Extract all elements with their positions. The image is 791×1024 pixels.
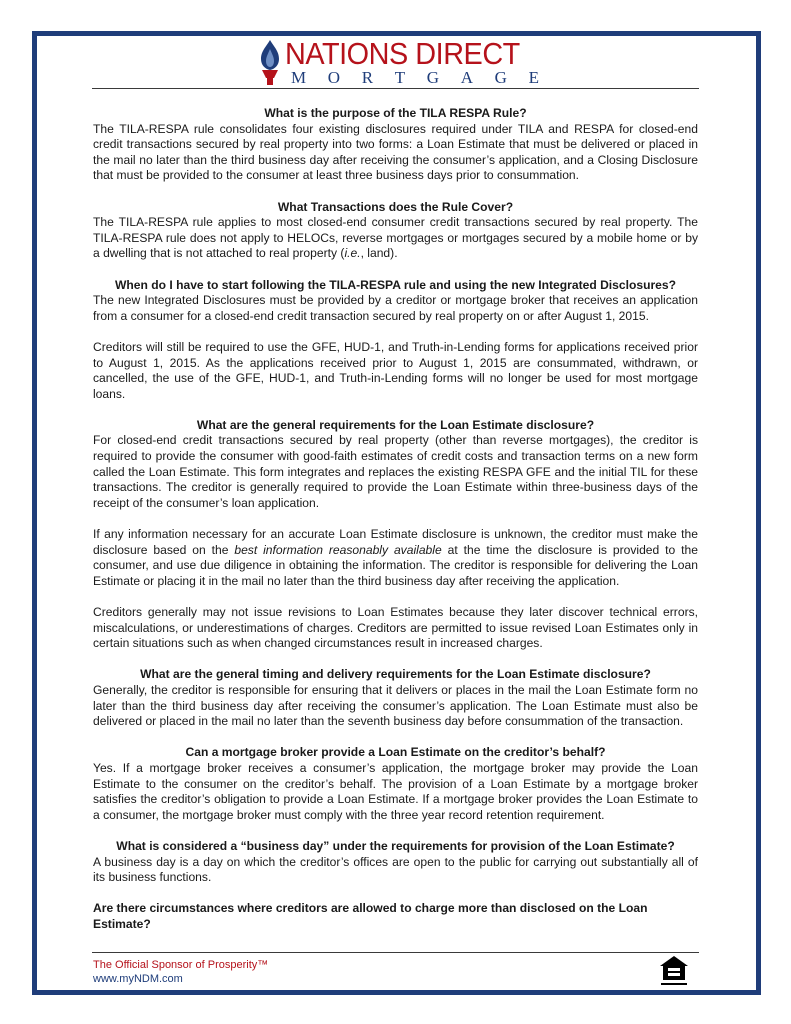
paragraph-text: The TILA-RESPA rule consolidates four existing disclosures required under TILA and RESPA for closed-end credit transactions secured by real property into two forms: a Loan Estimate that must be delivered or placed in the mail no later than the third business day after receiving the consumer’s application, and a Closing Disclosure that must be provided to the consumer at least three business days prior to consummation. [93, 121, 698, 183]
emphasis-text: best information reasonably available [234, 542, 442, 557]
section-question: What is considered a “business day” under the requirements for provision of the Loan Estimate? [116, 838, 675, 853]
section-question: What are the general timing and delivery requirements for the Loan Estimate disclosure? [140, 667, 651, 682]
brand-subtitle-letter: E [528, 68, 539, 87]
paragraph-text: A business day is a day on which the creditor’s offices are open to the public for carrying out substantially all of its business functions. [93, 854, 698, 885]
paragraph-text: at the time the disclosure is provided to the consumer, and use due diligence in obtaining the information. The creditor is responsible for delivering the Loan Estimate or placing it in the mail no later than the third business day after receiving the application. [93, 542, 698, 588]
equal-housing-opportunity-icon [659, 955, 689, 987]
section-question: When do I have to start following the TILA-RESPA rule and using the new Integrated Disclosures? [114, 277, 677, 292]
paragraph-text: The TILA-RESPA rule applies to most closed-end consumer credit transactions secured by real property. The TILA-RESPA rule does not apply to HELOCs, reverse mortgages or mortgages secured by a mobile home or by a dwelling that is not attached to real property ( [93, 215, 698, 261]
brand-subtitle-letter: R [361, 68, 374, 87]
brand-subtitle-letter: T [394, 68, 406, 87]
footer-website-link[interactable]: www.myNDM.com [93, 973, 183, 985]
paragraph-text: Yes. If a mortgage broker receives a consumer’s application, the mortgage broker may provide the Loan Estimate to the consumer on the creditor’s behalf. The provision of a Loan Estimate by a mortgage broker satisfies the creditor’s obligation to provide a Loan Estimate. If a mortgage broker provides the Loan Estimate to a consumer, the mortgage broker must comply with the three year record retention requirement. [93, 760, 698, 822]
emphasis-text: i.e. [344, 246, 361, 261]
brand-subtitle [291, 68, 539, 88]
faq-content [93, 106, 698, 932]
brand-subtitle-letter: O [327, 68, 341, 87]
torch-logo-icon [255, 38, 285, 86]
paragraph-text: Generally, the creditor is responsible for ensuring that it delivers or places in the mail the Loan Estimate form no later than the third business day after receiving the consumer’s application. The Loan Estimate must also be delivered or placed in the mail no later than the seventh business day before consummation of the transaction. [93, 682, 698, 729]
paragraph-text: If any information necessary for an accurate Loan Estimate disclosure is unknown, the creditor must make the disclosure based on the [93, 527, 698, 557]
final-question: Are there circumstances where creditors are allowed to charge more than disclosed on the Loan Estimate? [93, 901, 648, 931]
header-divider [92, 88, 699, 89]
section-question: Can a mortgage broker provide a Loan Estimate on the creditor’s behalf? [185, 745, 606, 760]
company-logo [255, 38, 555, 88]
footer-divider [92, 952, 699, 953]
brand-subtitle-letter: G [494, 68, 507, 87]
section-paragraph [93, 122, 698, 184]
section-paragraph [93, 855, 698, 886]
section-paragraph [93, 293, 698, 324]
section-paragraph [93, 683, 698, 730]
paragraph-text: For closed-end credit transactions secured by real property (other than reverse mortgages), the creditor is required to provide the consumer with good-faith estimates of credit costs and transaction terms on a new form called the Loan Estimate. This form integrates and replaces the existing RESPA GFE and the initial TIL for these transactions. The creditor is generally required to provide the Loan Estimate within three-business days of the receipt of the consumer’s loan application. [93, 433, 698, 510]
brand-subtitle-letter: M [291, 68, 307, 87]
paragraph-text: Creditors will still be required to use the GFE, HUD-1, and Truth-in-Lending forms for applications received prior to August 1, 2015. As the applications received prior to August 1, 2015 are consummated, withdrawn, or cancelled, the use of the GFE, HUD-1, and Truth-in-Lending forms will no longer be used for most mortgage loans. [93, 339, 698, 401]
footer-tagline: The Official Sponsor of Prosperity™ [93, 959, 269, 971]
section-paragraph [93, 215, 698, 262]
section-paragraph [93, 340, 698, 402]
paragraph-text: The new Integrated Disclosures must be provided by a creditor or mortgage broker that receives an application from a consumer for a closed-end credit transaction secured by real property on or after August 1, 2015. [93, 293, 698, 323]
brand-subtitle-letter: A [460, 68, 473, 87]
brand-name: NATIONS DIRECT [285, 36, 520, 71]
brand-subtitle-letter: G [426, 68, 440, 87]
section-paragraph [93, 433, 698, 511]
section-question: What is the purpose of the TILA RESPA Rule? [264, 106, 527, 120]
section-question: What are the general requirements for the Loan Estimate disclosure? [196, 417, 595, 432]
section-paragraph [93, 527, 698, 589]
paragraph-text: Creditors generally may not issue revisions to Loan Estimates because they later discover technical errors, miscalculations, or underestimations of charges. Creditors are permitted to issue revised Loan Estimates only in certain situations such as when changed circumstances result in increased charges. [93, 605, 698, 651]
paragraph-text: , land). [360, 246, 398, 261]
section-paragraph [93, 761, 698, 823]
section-question: What Transactions does the Rule Cover? [277, 199, 514, 214]
section-paragraph [93, 605, 698, 652]
